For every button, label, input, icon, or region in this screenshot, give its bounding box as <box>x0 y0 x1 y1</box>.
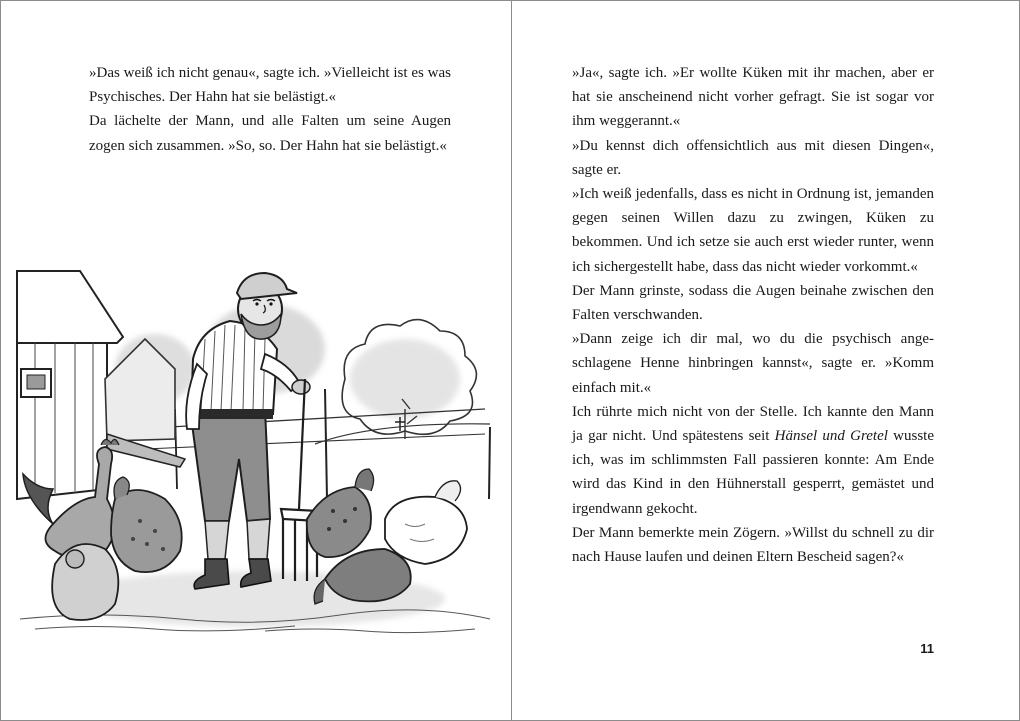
text-run: Ich rührte mich nicht von der Stelle. Ich kannte den Mann ja gar nicht. Und spätestens seit <box>572 403 934 445</box>
left-page <box>1 1 511 720</box>
paragraph: Da lächelte der Mann, und alle Falten um seine Augen zogen sich zusammen. »So, so. Der Hahn hat sie belästigt.« <box>89 113 451 154</box>
farmer-with-chickens-illustration <box>15 259 495 639</box>
paragraph: Der Mann bemerkte mein Zögern. »Willst du schnell zu dir nach Hause laufen und deinen Eltern Bescheid sagen?« <box>572 524 934 566</box>
text-run: wusste ich, was im schlimmsten Fall passieren konnte: Am Ende wird das Kind in den Hühnerstall gesperrt, gemästet und irgendwann gekocht. <box>572 428 934 517</box>
paragraph: »Ja«, sagte ich. »Er wollte Küken mit ihr machen, aber er hat sie anscheinend nicht vorher gefragt. Sie ist sogar vor ihm weggerannt.« <box>572 65 934 130</box>
paragraph: »Dann zeige ich dir mal, wo du die psychisch angeschlagene Henne hinbringen kannst«, sagte er. »Komm einfach mit.« <box>572 331 934 396</box>
paragraph <box>572 400 934 521</box>
paragraph: Der Mann grinste, sodass die Augen beinahe zwischen den Falten verschwanden. <box>572 282 934 324</box>
paragraph: »Du kennst dich offensichtlich aus mit diesen Dingen«, sagte er. <box>572 137 934 178</box>
left-page-text <box>89 61 451 158</box>
book-title-italic: Hänsel und Gretel <box>774 428 888 445</box>
right-page-text <box>572 61 934 569</box>
paragraph: »Das weiß ich nicht genau«, sagte ich. »Vielleicht ist es was Psychisches. Der Hahn hat sie belästigt.« <box>89 65 451 106</box>
right-page <box>512 1 1019 720</box>
page-number: 11 <box>920 641 934 656</box>
paragraph: »Ich weiß jedenfalls, dass es nicht in Ordnung ist, jemanden gegen seinen Willen dazu zu zwingen, Küken zu bekommen. Und ich setze sie auch erst wieder runter, wenn ich sichergestellt habe, dass das nicht wieder vorkommt.« <box>572 186 934 275</box>
